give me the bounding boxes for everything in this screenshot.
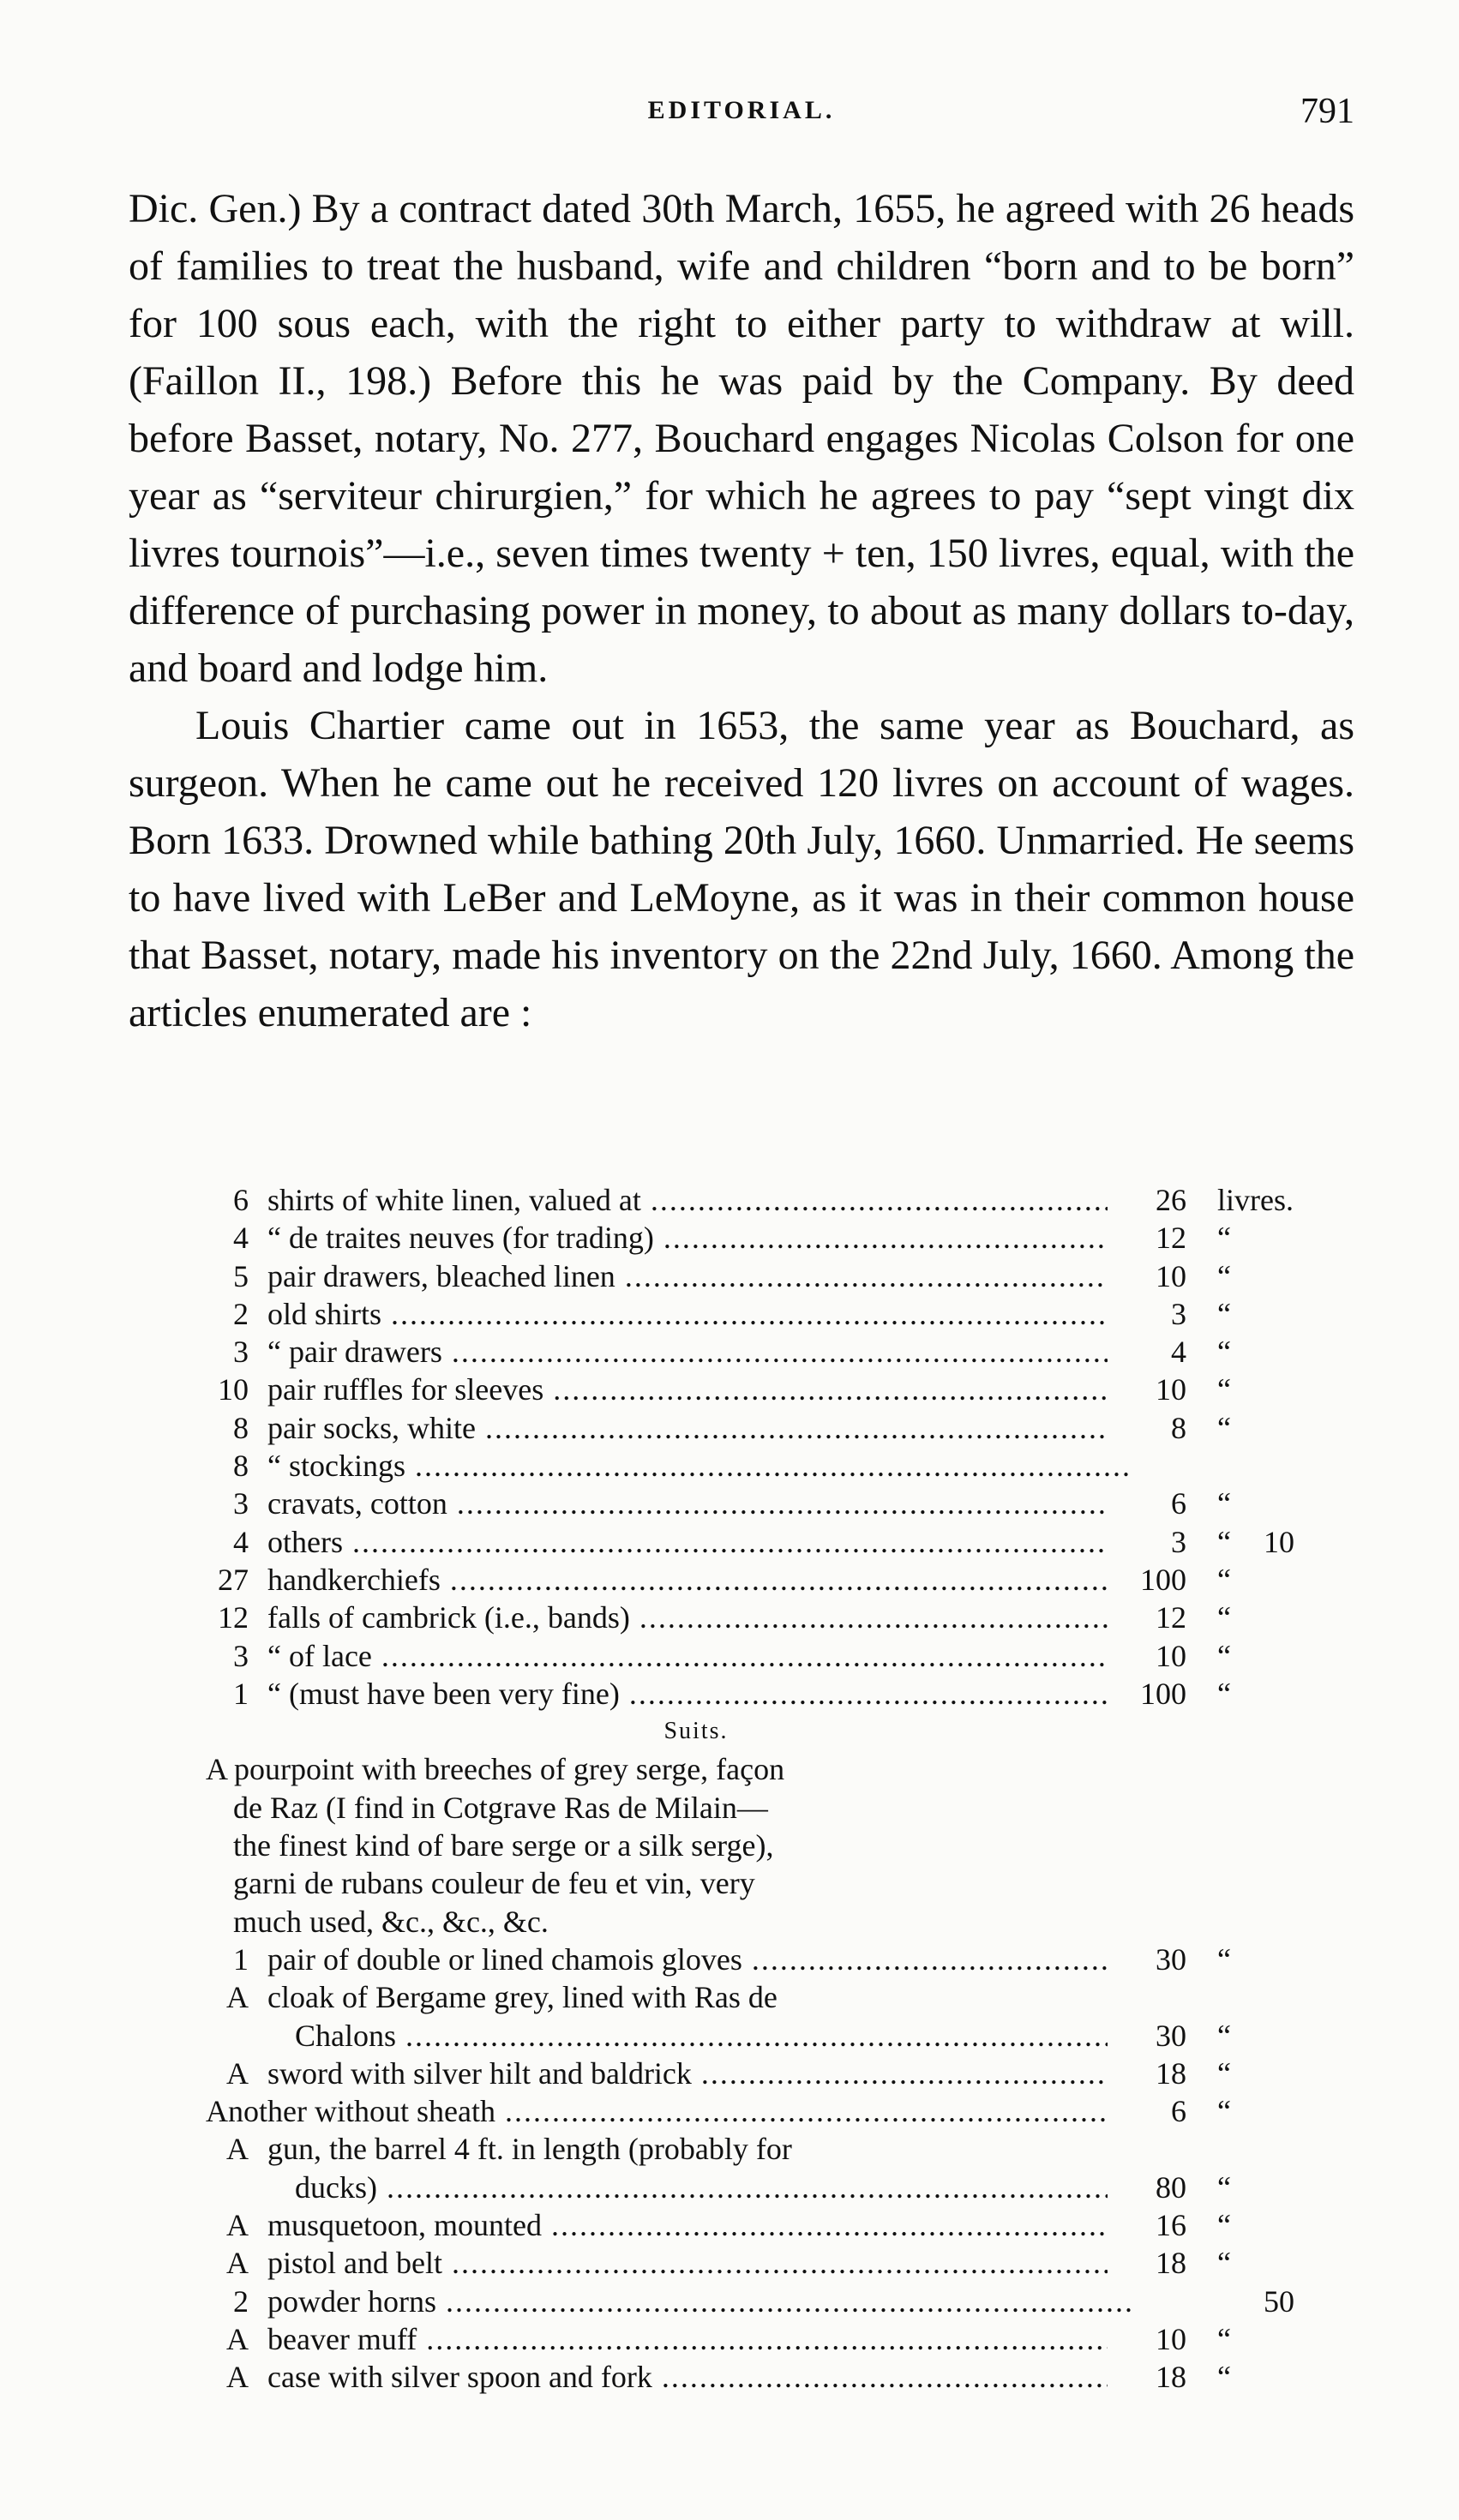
suit-row — [206, 2283, 1320, 2320]
suit-row — [206, 2055, 1320, 2092]
suit-description: sword with silver hilt and baldrick ..... — [267, 2055, 1133, 2092]
suit-value: 30 — [1108, 1941, 1186, 1978]
inventory-item-description: falls of cambrick (i.e., bands) ..... — [267, 1599, 1133, 1636]
inventory-item-value: 3 — [1108, 1523, 1186, 1561]
suit-description: gun, the barrel 4 ft. in length (probably for — [267, 2132, 792, 2167]
suit-value: 18 — [1108, 2358, 1186, 2396]
inventory-item-unit: “ — [1217, 1676, 1231, 1711]
inventory-item-unit: “ — [1217, 1638, 1231, 1673]
suit-description-continued: ducks) ..... — [295, 2169, 1133, 2206]
inventory-item-row — [206, 1561, 1320, 1599]
inventory-item-row — [206, 1637, 1320, 1675]
paragraph-1: Dic. Gen.) By a contract dated 30th March, 1655, he agreed with 26 heads of families to treat the husband, wife and children “born and to be born” for 100 sous each, with the right to either party to withdraw at will. (Faillon II., 198.) Before this he was paid by the Company. By deed before Basset, notary, No. 277, Bouchard engages Nicolas Colson for one year as “serviteur chirurgien,” for which he agrees to pay “sept vingt dix livres tournois”—i.e., seven times twenty + ten, 150 livres, equal, with the difference of purchasing power in money, to about as many dollars to-day, and board and lodge him. — [129, 186, 1354, 691]
inventory-item-description: pair drawers, bleached linen ..... — [267, 1257, 1133, 1295]
inventory-item-row — [206, 1181, 1320, 1219]
inventory-item-value: 12 — [1108, 1219, 1186, 1257]
inventory-item-row — [206, 1409, 1320, 1447]
suit-row-continued — [206, 2017, 1320, 2055]
suit-row — [206, 2358, 1320, 2396]
inventory-item-row — [206, 1295, 1320, 1333]
inventory-item-description: shirts of white linen, valued at ..... — [267, 1181, 1133, 1219]
suit-unit: “ — [1217, 2246, 1231, 2281]
inventory-item-value: 10 — [1108, 1637, 1186, 1675]
suit-count: A — [226, 2246, 249, 2281]
paragraph-2: Louis Chartier came out in 1653, the same year as Bouchard, as surgeon. When he came out he received 120 livres on account of wages. Born 1633. Drowned while bathing 20th July, 1660. Unmarried. He seems to have lived with LeBer and LeMoyne, as it was in their common house that Basset, notary, made his inventory on the 22nd July, 1660. Among the articles enumerated are : — [129, 703, 1354, 1035]
suit-unit: “ — [1217, 2321, 1231, 2356]
inventory-item-count: 8 — [233, 1410, 249, 1445]
body-text — [129, 180, 1354, 1041]
suit-unit: “ — [1217, 2169, 1231, 2205]
inventory-item-description: pair ruffles for sleeves ..... — [267, 1371, 1133, 1408]
inventory-item-unit: “ — [1217, 1410, 1231, 1445]
inventory-item-description: handkerchiefs ..... — [267, 1561, 1133, 1599]
suits-heading: Suits. — [663, 1718, 729, 1745]
suit-row — [206, 2244, 1320, 2282]
inventory-item-description: “ stockings ..... — [267, 1447, 1133, 1485]
inventory-item-description: “ of lace ..... — [267, 1637, 1133, 1675]
inventory-item-description: cravats, cotton ..... — [267, 1485, 1133, 1522]
inventory-item-subtotal: 10 — [1264, 1524, 1294, 1559]
suit-description-continued: Chalons ..... — [295, 2017, 1133, 2055]
inventory-item-unit: livres. — [1217, 1183, 1294, 1217]
suit-unit: “ — [1217, 2360, 1231, 2395]
suits-note-text: the finest kind of bare serge or a silk serge), — [233, 1828, 774, 1863]
suit-description: cloak of Bergame grey, lined with Ras de — [267, 1980, 778, 2015]
suit-row — [206, 1978, 1320, 2016]
inventory-item-row — [206, 1219, 1320, 1257]
running-title: EDITORIAL. — [647, 96, 836, 124]
suits-note-line — [206, 1827, 1320, 1864]
inventory-item-unit: “ — [1217, 1335, 1231, 1370]
inventory-item-count: 3 — [233, 1638, 249, 1673]
suits-note-line — [206, 1864, 1320, 1902]
suit-description: case with silver spoon and fork ..... — [267, 2358, 1133, 2396]
inventory-item-value: 3 — [1108, 1295, 1186, 1333]
suit-unit: “ — [1217, 2094, 1231, 2129]
inventory-item-description: “ de traites neuves (for trading) ..... — [267, 1219, 1133, 1257]
suits-note-line — [206, 1903, 1320, 1941]
inventory-item-row — [206, 1599, 1320, 1636]
inventory-item-unit: “ — [1217, 1562, 1231, 1597]
suit-row — [206, 2206, 1320, 2244]
inventory-item-value: 8 — [1108, 1409, 1186, 1447]
suit-count: A — [226, 2208, 249, 2243]
inventory-item-count: 6 — [233, 1183, 249, 1217]
inventory-item-value: 4 — [1108, 1333, 1186, 1371]
suits-note-text: garni de rubans couleur de feu et vin, very — [233, 1866, 755, 1901]
suit-count: A — [226, 2321, 249, 2356]
suit-row — [206, 2130, 1320, 2168]
suit-description: musquetoon, mounted ..... — [267, 2206, 1133, 2244]
suit-description: beaver muff ..... — [267, 2320, 1133, 2358]
suit-count: A — [226, 2132, 249, 2167]
inventory-item-unit: “ — [1217, 1221, 1231, 1256]
suit-subtotal: 50 — [1264, 2283, 1294, 2319]
suit-value: 16 — [1108, 2206, 1186, 2244]
suit-count: A — [226, 1980, 249, 2015]
suit-value: 18 — [1108, 2244, 1186, 2282]
suit-value: 30 — [1108, 2017, 1186, 2055]
suits-note-text: much used, &c., &c., &c. — [233, 1904, 549, 1939]
suit-value: 6 — [1108, 2092, 1186, 2130]
inventory-item-row — [206, 1333, 1320, 1371]
inventory-list — [206, 1181, 1320, 2397]
inventory-item-unit: “ — [1217, 1600, 1231, 1635]
inventory-item-value: 100 — [1108, 1561, 1186, 1599]
suit-value: 18 — [1108, 2055, 1186, 2092]
suit-row — [206, 1941, 1320, 1978]
inventory-item-count: 1 — [233, 1676, 249, 1711]
suit-count: 1 — [233, 1941, 249, 1977]
inventory-item-description: “ pair drawers ..... — [267, 1333, 1133, 1371]
suit-count: A — [226, 2055, 249, 2091]
suit-count: 2 — [233, 2283, 249, 2319]
suits-note-text: A pourpoint with breeches of grey serge, façon — [206, 1752, 785, 1787]
inventory-item-count: 5 — [233, 1258, 249, 1293]
suit-description: pair of double or lined chamois gloves ..... — [267, 1941, 1133, 1978]
suit-description: Another without sheath ..... — [206, 2092, 1133, 2130]
inventory-item-value: 100 — [1108, 1675, 1186, 1713]
inventory-item-count: 8 — [233, 1449, 249, 1484]
inventory-item-value: 12 — [1108, 1599, 1186, 1636]
inventory-item-row — [206, 1257, 1320, 1295]
suit-count: A — [226, 2360, 249, 2395]
inventory-item-value: 10 — [1108, 1257, 1186, 1295]
suit-description: pistol and belt ..... — [267, 2244, 1133, 2282]
inventory-item-count: 2 — [233, 1296, 249, 1331]
suit-value: 80 — [1108, 2169, 1186, 2206]
inventory-item-count: 4 — [233, 1524, 249, 1559]
page-number: 791 — [1300, 92, 1354, 131]
suit-row — [206, 2092, 1320, 2130]
suit-unit: “ — [1217, 2018, 1231, 2053]
inventory-item-unit: “ — [1217, 1296, 1231, 1331]
inventory-item-row — [206, 1447, 1320, 1485]
suit-row — [206, 2320, 1320, 2358]
inventory-item-row — [206, 1485, 1320, 1522]
inventory-item-unit: “ — [1217, 1372, 1231, 1407]
inventory-item-row — [206, 1523, 1320, 1561]
inventory-item-description: others ..... — [267, 1523, 1133, 1561]
inventory-item-row — [206, 1675, 1320, 1713]
inventory-item-count: 10 — [218, 1372, 249, 1407]
suit-description: powder horns ..... — [267, 2283, 1133, 2320]
inventory-item-description: old shirts ..... — [267, 1295, 1133, 1333]
inventory-item-value: 6 — [1108, 1485, 1186, 1522]
suits-note-line — [206, 1789, 1320, 1827]
inventory-item-count: 12 — [218, 1600, 249, 1635]
inventory-item-row — [206, 1371, 1320, 1408]
suit-unit: “ — [1217, 1941, 1231, 1977]
inventory-item-description: pair socks, white ..... — [267, 1409, 1133, 1447]
inventory-item-value: 10 — [1108, 1371, 1186, 1408]
suit-value: 10 — [1108, 2320, 1186, 2358]
inventory-item-unit: “ — [1217, 1258, 1231, 1293]
inventory-item-unit: “ — [1217, 1524, 1231, 1559]
inventory-item-count: 3 — [233, 1335, 249, 1370]
suits-note-text: de Raz (I find in Cotgrave Ras de Milain— — [233, 1790, 768, 1825]
running-head — [129, 92, 1354, 147]
inventory-item-count: 3 — [233, 1486, 249, 1521]
suit-unit: “ — [1217, 2208, 1231, 2243]
inventory-item-count: 4 — [233, 1221, 249, 1256]
inventory-item-unit: “ — [1217, 1486, 1231, 1521]
inventory-item-count: 27 — [218, 1562, 249, 1597]
inventory-item-description: “ (must have been very fine) ..... — [267, 1675, 1133, 1713]
suit-row-continued — [206, 2169, 1320, 2206]
inventory-item-value: 26 — [1108, 1181, 1186, 1219]
suits-note-line — [206, 1750, 1320, 1788]
suit-unit: “ — [1217, 2055, 1231, 2091]
